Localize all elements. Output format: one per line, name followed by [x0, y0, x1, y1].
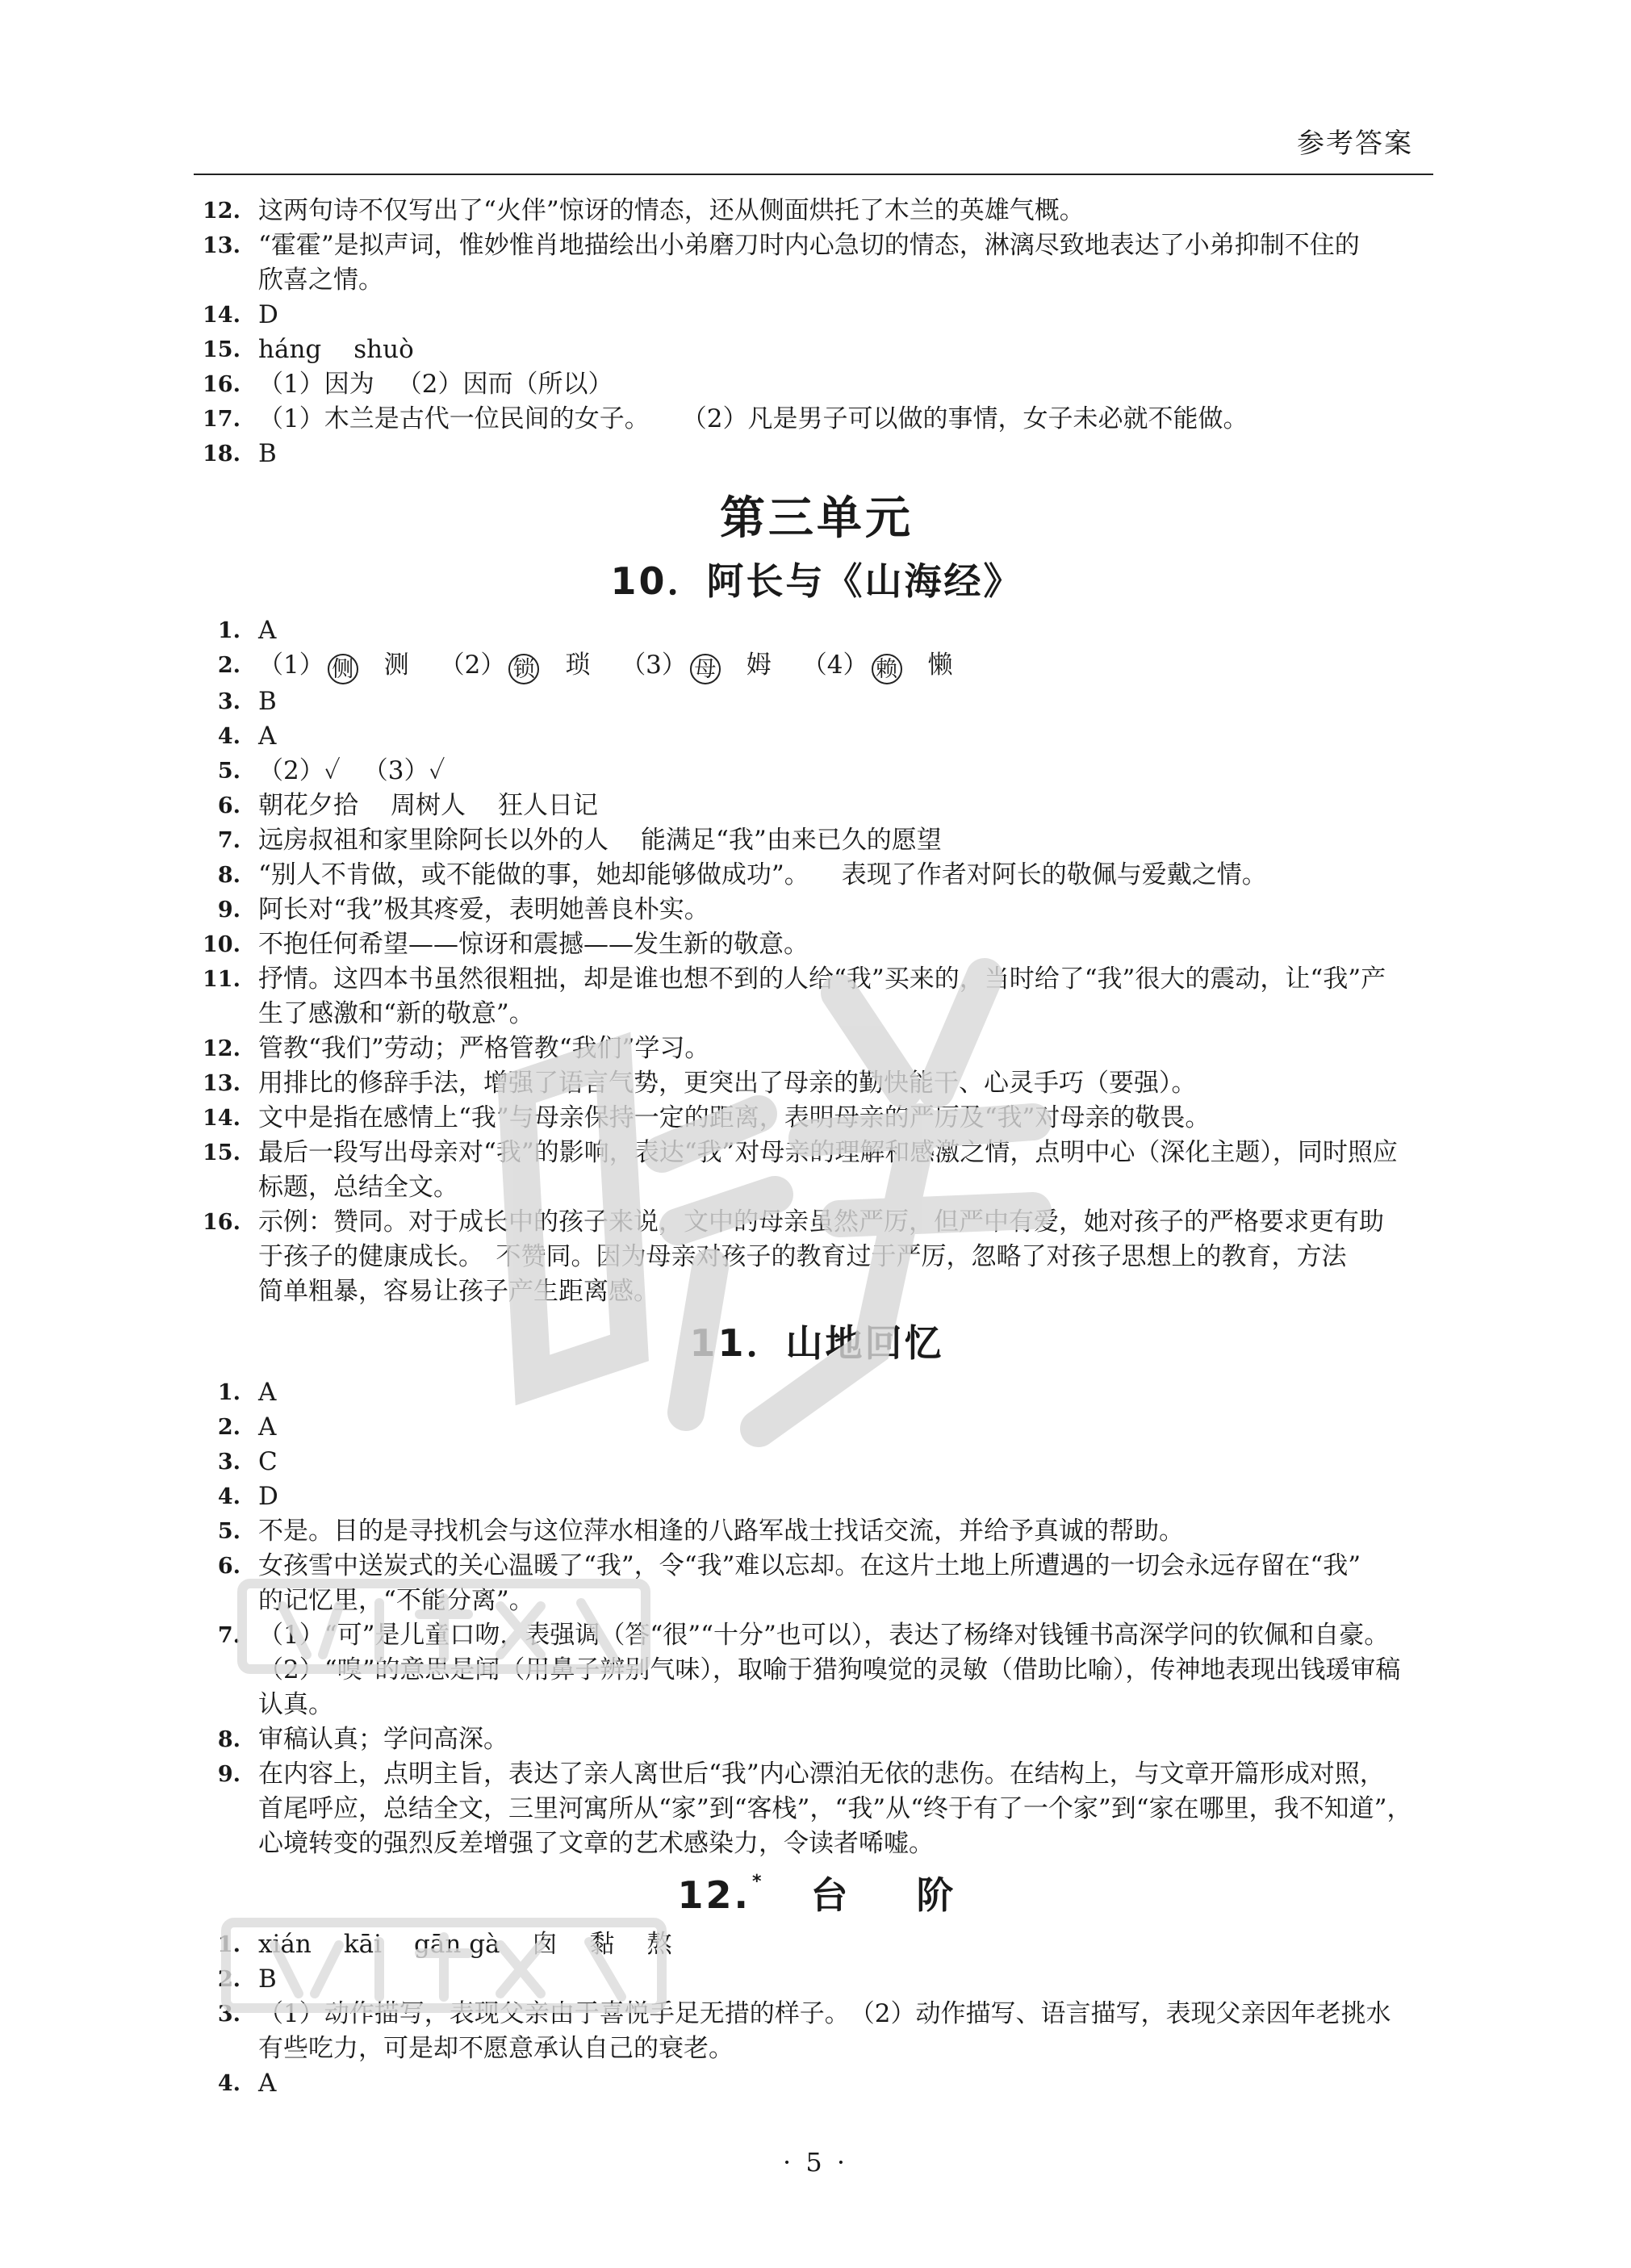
item-number: 8.	[217, 863, 240, 888]
lesson-title	[200, 1866, 1433, 1919]
item-number: 3.	[217, 1450, 240, 1475]
answer-item	[200, 1962, 1433, 1997]
page-number: · 5 ·	[782, 2147, 849, 2178]
sub-answer: 表现了作者对阿长的敬佩与爱戴之情。	[841, 860, 1267, 889]
answer-item	[200, 298, 1433, 333]
item-number: 16.	[203, 1210, 240, 1235]
answer-item	[200, 1410, 1433, 1445]
content	[200, 194, 1433, 2101]
lesson-title-char: 阶	[916, 1873, 956, 1917]
sub-answer: 远房叔祖和家里除阿长以外的人	[258, 826, 608, 855]
sub-label: （1）	[258, 651, 324, 680]
answer-item	[200, 1997, 1433, 2066]
optional-mark: *	[751, 1872, 764, 1892]
item-number: 13.	[203, 1071, 240, 1096]
answer-item	[200, 927, 1433, 962]
item-number: 2.	[217, 1415, 240, 1440]
answer-line: 欣喜之情。	[258, 266, 383, 295]
item-answer: A	[258, 1412, 277, 1442]
lesson-title: 10．阿长与《山海经》	[610, 559, 1023, 603]
item-answer: 审稿认真；学问高深。	[258, 1725, 508, 1754]
item-number: 13.	[203, 233, 240, 258]
item-number: 3.	[217, 689, 240, 714]
item-answer	[258, 402, 1433, 437]
item-number: 12.	[203, 199, 240, 224]
item-number: 17.	[203, 407, 240, 432]
answer-line: 简单粗暴，容易让孩子产生距离感。	[258, 1277, 659, 1306]
pinyin-b: shuò	[353, 335, 414, 364]
answer-line: 有些吃力，可是却不愿意承认自己的衰老。	[258, 2034, 734, 2063]
item-number: 2.	[217, 653, 240, 678]
circled-char: 侧	[328, 654, 358, 684]
answer-line: 首尾呼应，总结全文，三里河寓所从“家”到“客栈”，“我”从“终于有了一个家”到“家在哪里，我不知道”，	[258, 1794, 1412, 1823]
header-rule	[194, 174, 1433, 175]
answer-item	[200, 823, 1433, 858]
answer-item	[200, 1205, 1433, 1309]
unit-title: 第三单元	[720, 492, 914, 545]
answer-item	[200, 1101, 1433, 1136]
item-answer	[258, 962, 1433, 1031]
item-number: 5.	[217, 759, 240, 784]
answer-item	[200, 1927, 1433, 1962]
sub-answer: （1）木兰是古代一位民间的女子。	[258, 404, 650, 433]
word: 姆	[746, 651, 772, 680]
answer-item	[200, 789, 1433, 823]
answer-line: 的记忆里，“不能分离”。	[258, 1586, 534, 1615]
answer-item	[200, 754, 1433, 789]
item-number: 7.	[217, 828, 240, 853]
item-answer: A	[258, 722, 277, 751]
item-number: 7.	[217, 1623, 240, 1648]
sub-answer: 狂人日记	[498, 791, 598, 820]
sub-answer: （3）✓	[362, 756, 445, 785]
sub-answer: 周树人	[391, 791, 466, 820]
answer-line: 认真。	[258, 1690, 333, 1719]
item-number: 14.	[203, 303, 240, 328]
answer-item	[200, 367, 1433, 402]
item-number: 14.	[203, 1106, 240, 1131]
circled-char: 锁	[508, 654, 539, 684]
answer-item	[200, 893, 1433, 927]
answer-item	[200, 1066, 1433, 1101]
answer-item	[200, 1618, 1433, 1722]
item-number: 4.	[217, 1484, 240, 1509]
answer-line: 生了感激和“新的敬意”。	[258, 999, 534, 1028]
answer-line: 女孩雪中送炭式的关心温暖了“我”，令“我”难以忘却。在这片土地上所遭遇的一切会永远存留在“我”	[258, 1551, 1361, 1580]
item-answer: 不抱任何希望——惊讶和震撼——发生新的敬意。	[258, 930, 809, 959]
answer-line: 抒情。这四本书虽然很粗拙，却是谁也想不到的人给“我”买来的，当时给了“我”很大的震动，让“我”产	[258, 965, 1386, 994]
item-number: 18.	[203, 441, 240, 467]
sub-answer: （1）因为	[258, 370, 374, 399]
answer-item	[200, 402, 1433, 437]
item-answer: D	[258, 300, 278, 329]
item-answer	[258, 1205, 1433, 1309]
answer-line: “霍霍”是拟声词，惟妙惟肖地描绘出小弟磨刀时内心急切的情态，淋漓尽致地表达了小弟抑制不住的	[258, 231, 1360, 260]
answer-item	[200, 1445, 1433, 1479]
lesson-title-number: 12.	[677, 1873, 751, 1917]
sub-label: （4）	[801, 651, 868, 680]
item-number: 6.	[217, 1554, 240, 1579]
item-answer	[258, 648, 1433, 684]
answer-item	[200, 858, 1433, 893]
item-number: 9.	[217, 1762, 240, 1787]
item-answer	[258, 1927, 1433, 1962]
answer-item	[200, 1757, 1433, 1861]
item-number: 15.	[203, 337, 240, 362]
item-answer	[258, 228, 1433, 298]
item-answer: B	[258, 439, 277, 468]
answer-line: 最后一段写出母亲对“我”的影响，表达“我”对母亲的理解和感激之情，点明中心（深化主题），同时照应	[258, 1138, 1398, 1167]
lesson-title: 11．山地回忆	[689, 1321, 944, 1365]
item-answer: B	[258, 1965, 277, 1994]
answer-item	[200, 719, 1433, 754]
sub-answer: （2）✓	[258, 756, 341, 785]
answer-line: 标题，总结全文。	[258, 1173, 458, 1202]
item-answer: 管教“我们”劳动；严格管教“我们”学习。	[258, 1034, 710, 1063]
sub-label: （3）	[621, 651, 687, 680]
answer-item	[200, 648, 1433, 684]
sub-answer: 能满足“我”由来已久的愿望	[641, 826, 942, 855]
answer-item	[200, 1031, 1433, 1066]
pinyin: kāi	[343, 1930, 383, 1959]
word: 懒	[927, 651, 953, 680]
answer-item	[200, 194, 1433, 228]
pinyin: xián	[258, 1930, 312, 1959]
answer-line: （1）“可”是儿童口吻，表强调（答“很”“十分”也可以），表达了杨绛对钱锺书高深学问的钦佩和自豪。	[258, 1621, 1390, 1650]
item-number: 6.	[217, 793, 240, 818]
item-answer: A	[258, 2069, 277, 2098]
item-number: 12.	[203, 1036, 240, 1061]
item-answer: 这两句诗不仅写出了“火伴”惊讶的情态，还从侧面烘托了木兰的英雄气概。	[258, 196, 1085, 225]
answer-line: 示例：赞同。对于成长中的孩子来说，文中的母亲虽然严厉，但严中有爱，她对孩子的严格要求更有助	[258, 1207, 1384, 1237]
item-number: 10.	[203, 932, 240, 957]
answer-item	[200, 962, 1433, 1031]
sub-answer: “别人不肯做，或不能做的事，她却能够做成功”。	[258, 860, 809, 889]
item-answer	[258, 367, 1433, 402]
char: 囱	[532, 1930, 558, 1959]
sub-answer: （2）因而（所以）	[396, 370, 613, 399]
item-answer	[258, 789, 1433, 823]
sub-answer: （2）凡是男子可以做的事情，女子未必就不能做。	[681, 404, 1248, 433]
item-number: 15.	[203, 1140, 240, 1165]
item-number: 9.	[217, 898, 240, 923]
item-answer: A	[258, 1378, 277, 1407]
item-answer: 不是。目的是寻找机会与这位萍水相逢的八路军战士找话交流，并给予真诚的帮助。	[258, 1517, 1184, 1546]
circled-char: 母	[690, 654, 721, 684]
item-number: 11.	[203, 967, 240, 992]
item-number: 1.	[217, 1932, 240, 1957]
answer-item	[200, 1722, 1433, 1757]
item-answer	[258, 1997, 1433, 2066]
item-number: 8.	[217, 1727, 240, 1752]
answer-item	[200, 437, 1433, 471]
item-answer: B	[258, 687, 277, 716]
lesson-title-char: 台	[810, 1873, 851, 1917]
item-number: 1.	[217, 618, 240, 643]
pinyin-a: háng	[258, 335, 322, 364]
item-answer: 文中是指在感情上“我”与母亲保持一定的距离，表明母亲的严厉及“我”对母亲的敬畏。	[258, 1103, 1211, 1132]
word: 测	[383, 651, 409, 680]
sub-label: （2）	[439, 651, 506, 680]
item-number: 4.	[217, 724, 240, 749]
pinyin: gān gà	[414, 1930, 500, 1959]
item-answer: C	[258, 1447, 278, 1476]
item-answer	[258, 858, 1433, 893]
answer-item	[200, 613, 1433, 648]
item-answer	[258, 333, 1433, 367]
answer-item	[200, 1514, 1433, 1549]
answer-line: 在内容上，点明主旨，表达了亲人离世后“我”内心漂泊无依的悲伤。在结构上，与文章开篇形成对照，	[258, 1760, 1385, 1789]
answer-item	[200, 684, 1433, 719]
item-number: 1.	[217, 1380, 240, 1405]
item-number: 4.	[217, 2071, 240, 2096]
answer-item	[200, 1375, 1433, 1410]
answer-item	[200, 2066, 1433, 2101]
answer-line: （1）动作描写，表现父亲由于喜悦手足无措的样子。 （2）动作描写、语言描写，表现父亲因年老挑水	[258, 1999, 1391, 2028]
sub-answer: 朝花夕拾	[258, 791, 358, 820]
item-answer	[258, 1757, 1433, 1861]
word: 琐	[565, 651, 591, 680]
item-answer	[258, 1618, 1433, 1722]
item-answer: 阿长对“我”极其疼爱，表明她善良朴实。	[258, 895, 709, 924]
item-answer	[258, 1136, 1433, 1205]
answer-line: 心境转变的强烈反差增强了文章的艺术感染力，令读者唏嘘。	[258, 1829, 934, 1858]
answer-item	[200, 1549, 1433, 1618]
item-number: 5.	[217, 1519, 240, 1544]
item-answer	[258, 754, 1433, 789]
item-answer	[258, 1549, 1433, 1618]
item-number: 16.	[203, 372, 240, 397]
char: 熬	[646, 1930, 672, 1959]
answer-line: 于孩子的健康成长。 不赞同。因为母亲对孩子的教育过于严厉，忽略了对孩子思想上的教育，方法	[258, 1242, 1347, 1271]
item-answer	[258, 823, 1433, 858]
page-header-title: 参考答案	[1297, 128, 1413, 160]
answer-line: （2）“嗅”的意思是闻（用鼻子辨别气味），取喻于猎狗嗅觉的灵敏（借助比喻），传神地表现出钱瑗审稿	[258, 1655, 1401, 1684]
char: 黏	[589, 1930, 615, 1959]
answer-item	[200, 1136, 1433, 1205]
circled-char: 赖	[872, 654, 902, 684]
item-answer: 用排比的修辞手法，增强了语言气势，更突出了母亲的勤快能干、心灵手巧（要强）。	[258, 1069, 1197, 1098]
item-number: 3.	[217, 2002, 240, 2027]
answer-item	[200, 228, 1433, 298]
item-answer: A	[258, 616, 277, 645]
item-answer: D	[258, 1482, 278, 1511]
item-number: 2.	[217, 1967, 240, 1992]
answer-item	[200, 1479, 1433, 1514]
answer-item	[200, 333, 1433, 367]
